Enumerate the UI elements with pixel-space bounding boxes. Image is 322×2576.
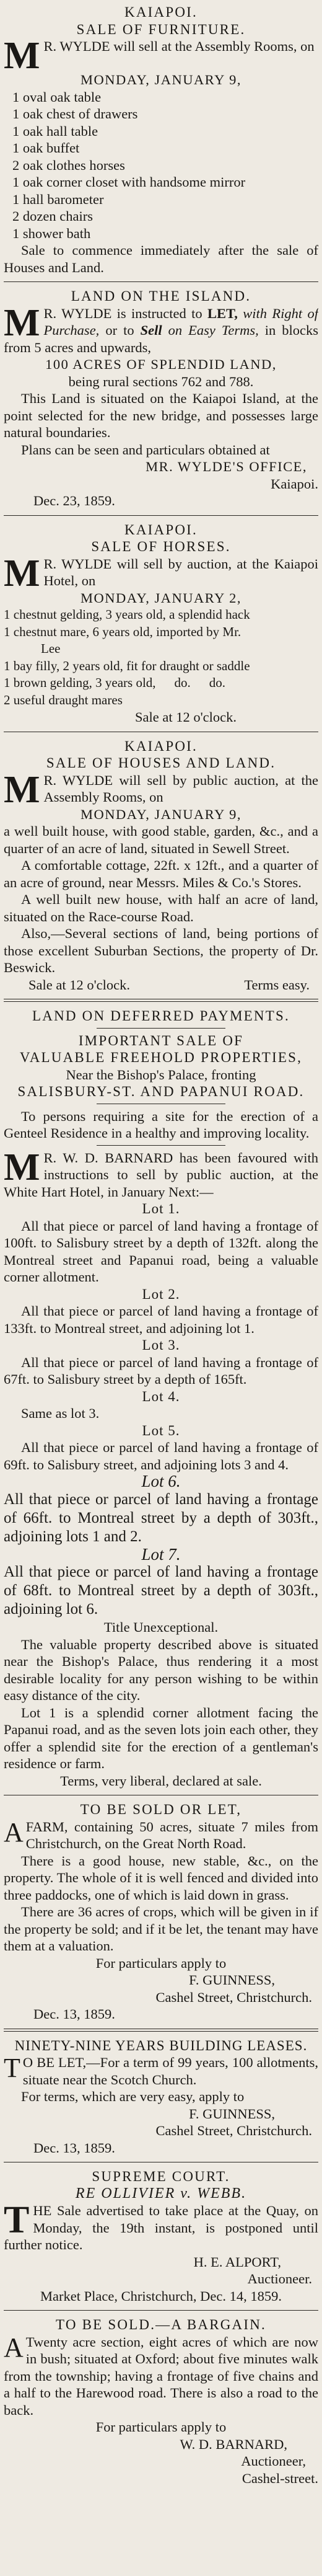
ad-title-2: VALUABLE FREEHOLD PROPERTIES, <box>19 1050 303 1065</box>
ad-signature-address: Cashel Street, Christchurch. <box>155 2123 312 2138</box>
ad-intro-text: O BE LET,—For a term of 99 years, 100 allotments, situate near the Scotch Church. <box>22 2055 318 2087</box>
lot-description: All that piece or parcel of land having a frontage of 66ft. to Montreal street by a depth of 303ft., adjoining lots 1 and 2. <box>4 1490 318 1545</box>
ad-sale-time: Sale at 12 o'clock. <box>28 976 131 993</box>
ad-paragraph: For terms, which are very easy, apply to <box>21 2089 245 2104</box>
ad-date: Dec. 13, 1859. <box>33 2140 115 2156</box>
list-item: 1 bay filly, 2 years old, fit for draught or saddle <box>4 658 250 673</box>
list-item: 1 chestnut gelding, 3 years old, a splendid hack <box>4 607 250 622</box>
ad-houses-land-sale <box>4 738 318 994</box>
ad-location-heading: KAIAPOI. <box>124 521 198 538</box>
ad-intro-text: R. WYLDE will sell by auction, at the Kaiapoi Hotel, on <box>43 555 318 588</box>
ad-paragraph: There are 36 acres of crops, which will be given in if the property be sold; and if it be let, the tenant may have them at a valuation. <box>4 1904 318 1954</box>
lot-description: All that piece or parcel of land having a frontage of 133ft. to Montreal street, and adjoining lot 1. <box>4 1303 318 1336</box>
ad-intro <box>4 2054 318 2088</box>
short-rule <box>97 1145 225 1146</box>
ad-acres: 100 ACRES OF SPLENDID LAND, <box>45 356 277 372</box>
drop-cap: A <box>4 1818 24 1848</box>
ad-heading: LAND ON DEFERRED PAYMENTS. <box>32 1008 290 1024</box>
column-rule <box>4 2310 318 2311</box>
drop-cap: M <box>4 38 40 71</box>
lot-label: Lot 7. <box>141 1544 181 1564</box>
ad-paragraph: a well built house, with good stable, garden, &c., and a quarter of an acre of land, situated in Sewell Street. <box>4 823 318 856</box>
ad-intro-text: Twenty acre section, eight acres of which are now in bush; situated at Oxford; about five minutes walk from the township; having a frontage of five chains and a half to the Harewood road. There is also a road to the back. <box>4 2334 318 2418</box>
ad-supreme-court <box>4 2168 318 2304</box>
ad-intro-text: R. WYLDE will sell at the Assembly Rooms, on <box>43 38 315 54</box>
ditto-mark: do. <box>174 675 191 690</box>
intro-part: R. WYLDE is instructed to <box>43 305 207 321</box>
ad-office-place: Kaiapoi. <box>271 476 318 492</box>
list-item: 1 chestnut mare, 6 years old, imported by Mr. <box>4 624 242 639</box>
intro-part: or to <box>99 322 141 338</box>
ad-barnard-intro <box>4 1149 318 1201</box>
ad-land-island <box>4 288 318 510</box>
ad-sections: being rural sections 762 and 788. <box>68 373 254 389</box>
list-item: 2 dozen chairs <box>12 208 93 224</box>
ad-note: Sale to commence immediately after the sale of Houses and Land. <box>4 242 318 275</box>
ad-sale-date: MONDAY, JANUARY 2, <box>80 590 242 606</box>
lot-label: Lot 4. <box>142 1388 180 1404</box>
ad-intro <box>4 772 318 806</box>
ad-office: MR. WYLDE'S OFFICE, <box>146 459 307 474</box>
ad-paragraph: Also,—Several sections of land, being portions of those excellent Suburban Sections, the property of Dr. Beswick. <box>4 926 318 975</box>
ad-signature-name: H. E. ALPORT, <box>193 2254 281 2270</box>
intro-sell: Sell <box>140 322 162 338</box>
ad-title: RE OLLIVIER v. WEBB. <box>75 2185 247 2202</box>
ad-signature-address: Cashel-street. <box>242 2470 318 2486</box>
ad-title: SALE OF HOUSES AND LAND. <box>46 755 276 771</box>
ad-intro <box>4 555 318 590</box>
ad-title: NINETY-NINE YEARS BUILDING LEASES. <box>14 2037 308 2053</box>
intro-easy-terms: on Easy Terms, <box>168 322 259 338</box>
drop-cap: M <box>4 771 40 806</box>
ad-location-heading: KAIAPOI. <box>124 738 198 754</box>
ad-paragraph: A comfortable cottage, 22ft. x 12ft., and a quarter of an acre of ground, near Messrs. Miles & Co.'s Stores. <box>4 857 318 890</box>
drop-cap: A <box>4 2333 24 2363</box>
ad-date: Dec. 23, 1859. <box>33 493 115 508</box>
ad-paragraph: A well built new house, with half an acre of land, situated on the Race-course Road. <box>4 892 318 924</box>
list-item: 1 hall barometer <box>12 191 104 207</box>
ad-bargain <box>4 2316 318 2487</box>
lot-label: Lot 1. <box>142 1201 180 1216</box>
list-item <box>4 675 318 692</box>
ad-intro-text: R. WYLDE will sell by public auction, at the Assembly Rooms, on <box>43 772 318 805</box>
ad-signature-role: Auctioneer. <box>247 2271 312 2286</box>
drop-cap: M <box>4 1149 40 1188</box>
column-rule <box>4 2029 318 2032</box>
ad-paragraph: Lot 1 is a splendid corner allotment facing the Papanui road, and as the seven lots join each other, they offer a splendid site for the erection of a gentleman's residence or farm. <box>4 1704 318 1771</box>
ad-title: SALE OF FURNITURE. <box>76 21 246 37</box>
ad-location-heading: KAIAPOI. <box>124 4 198 20</box>
ad-sale-time: Sale at 12 o'clock. <box>134 709 237 725</box>
list-item: 2 oak clothes horses <box>12 157 125 173</box>
ad-title: SALE OF HORSES. <box>91 539 231 554</box>
ad-intro-text: FARM, containing 50 acres, situate 7 miles from Christchurch, on the Great North Road. <box>25 1818 318 1851</box>
ad-sale-date: MONDAY, JANUARY 9, <box>80 72 242 87</box>
drop-cap: M <box>4 555 40 590</box>
list-item: 2 useful draught mares <box>4 692 123 707</box>
ad-title: TO BE SOLD OR LET, <box>80 1802 242 1817</box>
lot-description: All that piece or parcel of land having a frontage of 69ft. to Salisbury street, and adjoining lots 3 and 4. <box>4 1440 318 1472</box>
lot-description: All that piece or parcel of land having a frontage of 67ft. to Salisbury street by a depth of 165ft. <box>4 1354 318 1387</box>
ad-near: Near the Bishop's Palace, fronting <box>66 1066 256 1082</box>
intro-right-of-purchase: with Right of Purchase, <box>43 305 318 338</box>
drop-cap: T <box>4 2202 30 2241</box>
ad-signature-address: Market Place, Christchurch, Dec. 14, 1859. <box>40 2288 282 2304</box>
ad-apply: For particulars apply to <box>95 2419 227 2435</box>
ad-building-leases <box>4 2037 318 2157</box>
lot-label: Lot 5. <box>142 1422 180 1438</box>
ad-farm-sold-or-let <box>4 1801 318 2023</box>
intro-let: LET, <box>207 305 238 321</box>
ad-intro <box>4 1818 318 1852</box>
ad-signature-role: Auctioneer, <box>241 2453 306 2469</box>
lot-label: Lot 3. <box>142 1337 180 1353</box>
ad-signature-name: W. D. BARNARD, <box>180 2436 287 2452</box>
list-item-cont: Lee <box>41 641 61 656</box>
lot-description: Same as lot 3. <box>21 1405 100 1421</box>
ad-paragraph: The valuable property described above is situated near the Bishop's Palace, thus rendering it a most desirable locality for any person wishing to be within easy distance of the city. <box>4 1636 318 1703</box>
ad-roads: SALISBURY-ST. AND PAPANUI ROAD. <box>17 1084 305 1099</box>
ad-heading: SUPREME COURT. <box>92 2169 230 2184</box>
list-item: 1 oak chest of drawers <box>12 106 138 122</box>
ad-furniture-sale <box>4 4 318 276</box>
ad-title: LAND ON THE ISLAND. <box>71 288 251 304</box>
ad-apply: For particulars apply to <box>95 1955 227 1971</box>
lot-label: Lot 6. <box>141 1472 181 1490</box>
horse-list <box>4 606 318 709</box>
ad-signature-name: F. GUINNESS, <box>189 1972 275 1988</box>
drop-cap: M <box>4 304 40 344</box>
list-item: 1 oval oak table <box>12 89 102 105</box>
ad-paragraph: There is a good house, new stable, &c., on the property. The whole of it is well fenced and divided into three paddocks, one of which is laid down in grass. <box>4 1852 318 1903</box>
list-item: 1 shower bath <box>12 225 91 241</box>
lot-description: All that piece or parcel of land having a frontage of 68ft. to Montreal street by a depth of 303ft., adjoining lot 6. <box>4 1564 318 1618</box>
ad-horses-sale <box>4 521 318 726</box>
ad-title: IMPORTANT SALE OF <box>78 1032 244 1048</box>
list-item: 1 oak hall table <box>12 123 98 139</box>
ad-date: Dec. 13, 1859. <box>33 2006 115 2022</box>
short-rule <box>97 1028 225 1029</box>
ad-intro <box>4 2334 318 2419</box>
lot-label: Lot 2. <box>142 1286 180 1302</box>
ad-terms: Terms, very liberal, declared at sale. <box>60 1773 262 1789</box>
ad-body: This Land is situated on the Kaiapoi Island, at the point selected for the new bridge, and possesses large natural boundaries. <box>4 391 318 440</box>
list-item: 1 oak corner closet with handsome mirror <box>12 174 246 190</box>
ad-title-note: Title Unexceptional. <box>103 1619 219 1635</box>
ad-deferred-payments <box>4 1007 318 1789</box>
column-rule <box>4 515 318 516</box>
column-rule <box>4 281 318 282</box>
ad-intro-text: HE Sale advertised to take place at the Quay, on Monday, the 19th instant, is postponed until further notice. <box>4 2203 318 2252</box>
ad-intro <box>4 2202 318 2254</box>
ditto-mark: do. <box>209 675 226 690</box>
list-item-text: 1 brown gelding, 3 years old, <box>4 675 156 690</box>
ad-signature-name: F. GUINNESS, <box>189 2105 275 2122</box>
ad-terms: Terms easy. <box>244 976 310 993</box>
ad-footer <box>4 976 318 994</box>
drop-cap: T <box>4 2054 20 2083</box>
ad-intro-paragraph: To persons requiring a site for the erection of a Genteel Residence in a healthy and improving locality. <box>4 1108 318 1141</box>
ad-signature-address: Cashel Street, Christchurch. <box>155 1989 312 2005</box>
ad-plans: Plans can be seen and particulars obtained at <box>21 441 270 458</box>
ad-title: TO BE SOLD.—A BARGAIN. <box>56 2317 266 2332</box>
intro-part: in blocks from 5 acres and upwards, <box>4 322 318 355</box>
lot-description: All that piece or parcel of land having a frontage of 100ft. to Salisbury street by a depth of 132ft. along the Montreal street and Papanui road, being a valuable corner allotment. <box>4 1218 318 1285</box>
column-rule <box>4 999 318 1002</box>
list-item: 1 oak buffet <box>12 140 80 156</box>
furniture-list <box>4 89 318 242</box>
ad-intro <box>4 38 318 71</box>
ad-intro <box>4 305 318 356</box>
ad-sale-date: MONDAY, JANUARY 9, <box>80 806 242 822</box>
ad-intro-text: R. W. D. BARNARD has been favoured with instructions to sell by public auction, at the White Hart Hotel, in January Next:— <box>4 1149 318 1200</box>
